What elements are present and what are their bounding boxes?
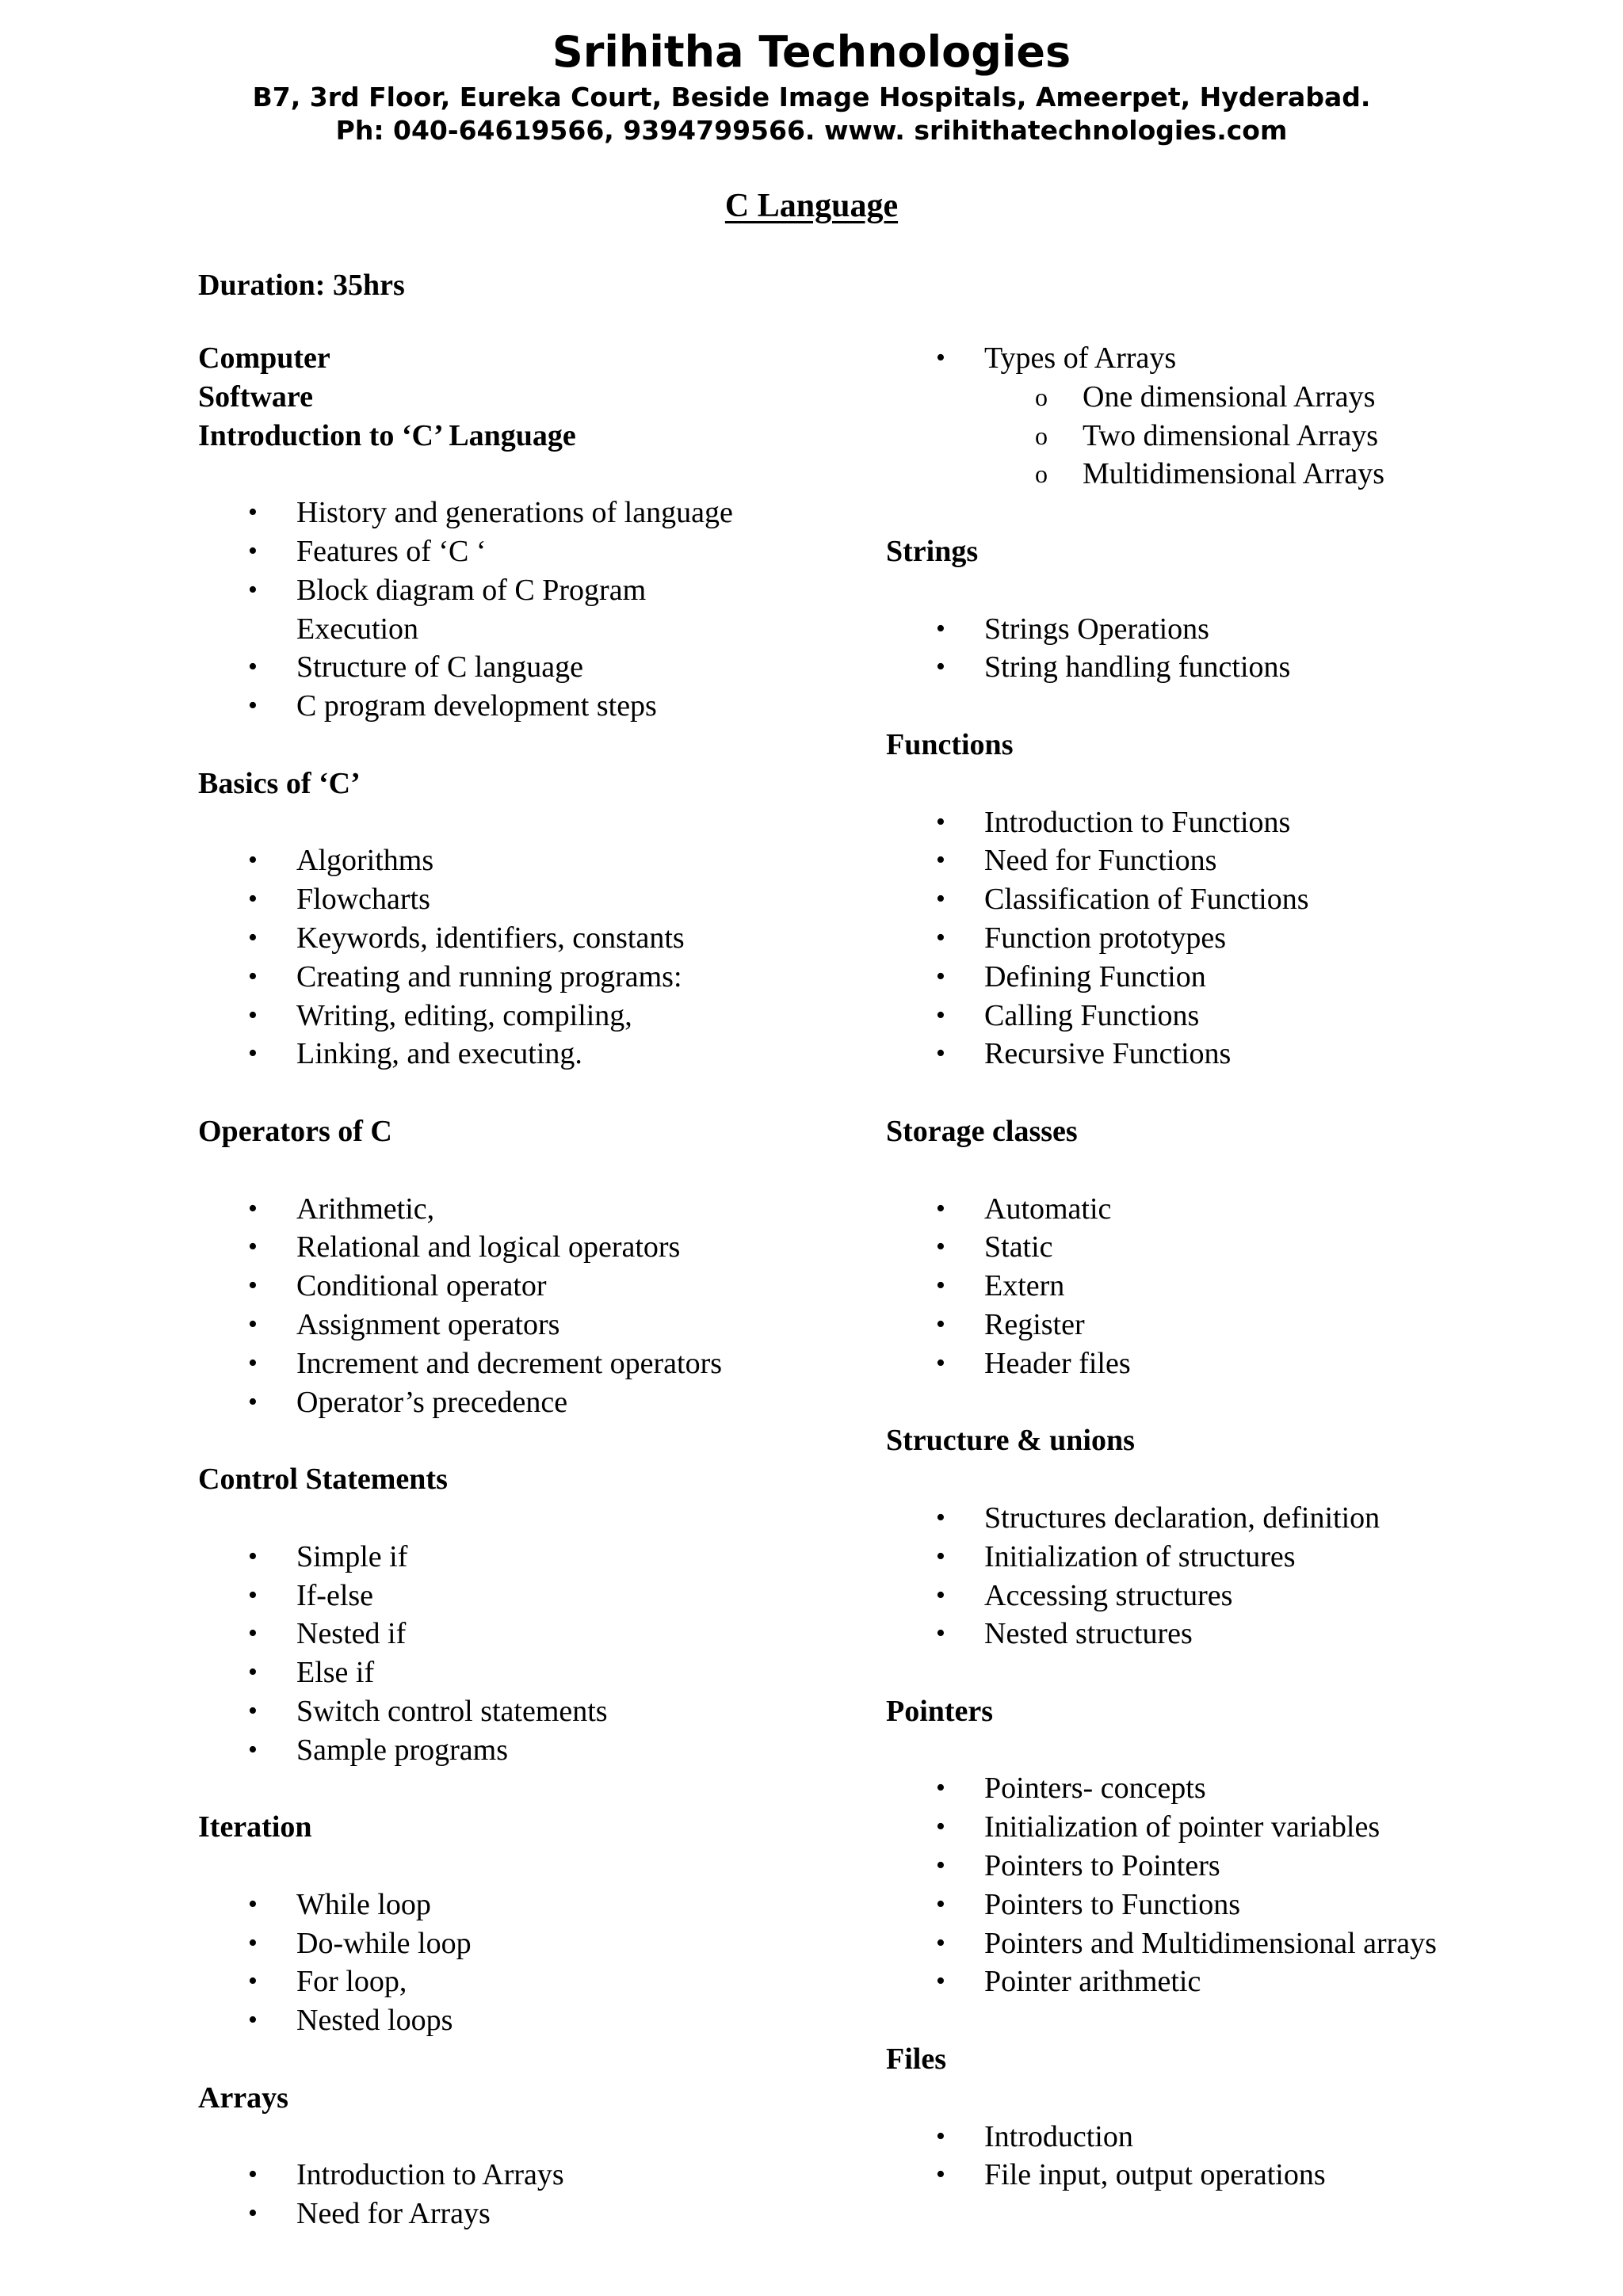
section-heading-pointers: Pointers xyxy=(886,1694,994,1728)
section-heading-computer: Computer xyxy=(198,341,330,375)
section-heading-software: Software xyxy=(198,379,313,414)
list-item: • Need for Functions xyxy=(886,841,1583,880)
list-item: • Block diagram of C Program Execution xyxy=(198,571,856,649)
list-item: • Types of Arrays xyxy=(886,339,1583,378)
operators-topic-list xyxy=(198,1190,856,1422)
section-heading-structures: Structure & unions xyxy=(886,1424,1135,1458)
list-item: • File input, output operations xyxy=(886,2156,1583,2195)
section-heading-basics: Basics of ‘C’ xyxy=(198,766,361,800)
list-item: • Pointer arithmetic xyxy=(886,1962,1583,2001)
section-heading-iteration: Iteration xyxy=(198,1810,312,1844)
list-item: • While loop xyxy=(198,1886,856,1924)
section-heading-introduction: Introduction to ‘C’ Language xyxy=(198,418,576,452)
list-item: • Pointers to Pointers xyxy=(886,1847,1583,1886)
list-item: • Initialization of pointer variables xyxy=(886,1808,1583,1847)
list-item: • Assignment operators xyxy=(198,1306,856,1344)
list-item: • C program development steps xyxy=(198,687,856,726)
list-item: • Structures declaration, definition xyxy=(886,1499,1583,1538)
control-statements-topic-list xyxy=(198,1538,856,1770)
list-item: • Accessing structures xyxy=(886,1577,1583,1615)
list-item: • Initialization of structures xyxy=(886,1538,1583,1577)
list-item: • Recursive Functions xyxy=(886,1035,1583,1074)
list-item: • Calling Functions xyxy=(886,997,1583,1035)
list-item: • Linking, and executing. xyxy=(198,1035,856,1074)
list-item: • Pointers and Multidimensional arrays xyxy=(886,1924,1583,1963)
sublist-item: o Multidimensional Arrays xyxy=(886,455,1583,494)
list-item: • Pointers to Functions xyxy=(886,1886,1583,1924)
list-item: • Creating and running programs: xyxy=(198,958,856,997)
sublist-item: o Two dimensional Arrays xyxy=(886,417,1583,456)
iteration-topic-list xyxy=(198,1886,856,2040)
list-item: • Static xyxy=(886,1228,1583,1267)
list-item: • Pointers- concepts xyxy=(886,1769,1583,1808)
list-item: • Need for Arrays xyxy=(198,2195,856,2233)
sublist-item: o One dimensional Arrays xyxy=(886,378,1583,417)
list-item: • Algorithms xyxy=(198,841,856,880)
list-item: • Do-while loop xyxy=(198,1924,856,1963)
section-heading-functions: Functions xyxy=(886,727,1014,761)
list-item: • Structure of C language xyxy=(198,648,856,687)
storage-classes-topic-list xyxy=(886,1190,1583,1383)
section-heading-arrays: Arrays xyxy=(198,2081,288,2115)
left-column xyxy=(198,339,856,2233)
files-topic-list xyxy=(886,2118,1583,2195)
intro-heading-group xyxy=(198,339,856,455)
list-item: • Classification of Functions xyxy=(886,880,1583,919)
list-item: • Nested structures xyxy=(886,1615,1583,1653)
organization-contact: Ph: 040-64619566, 9394799566. www. srihithatechnologies.com xyxy=(335,115,1288,146)
right-column xyxy=(886,339,1583,2195)
list-item: • Header files xyxy=(886,1344,1583,1383)
list-item: • History and generations of language xyxy=(198,494,856,532)
list-item: • Extern xyxy=(886,1267,1583,1306)
structures-topic-list xyxy=(886,1499,1583,1653)
list-item: • Arithmetic, xyxy=(198,1190,856,1229)
section-heading-storage-classes: Storage classes xyxy=(886,1114,1078,1148)
list-item: • Writing, editing, compiling, xyxy=(198,997,856,1035)
list-item: • Automatic xyxy=(886,1190,1583,1229)
list-item: • Features of ‘C ‘ xyxy=(198,532,856,571)
list-item: • Keywords, identifiers, constants xyxy=(198,919,856,958)
section-heading-control-statements: Control Statements xyxy=(198,1463,448,1497)
basics-topic-list xyxy=(198,841,856,1074)
list-item: • If-else xyxy=(198,1577,856,1615)
section-heading-files: Files xyxy=(886,2042,946,2077)
course-title xyxy=(0,184,1623,228)
list-item: • Relational and logical operators xyxy=(198,1228,856,1267)
list-item: • For loop, xyxy=(198,1962,856,2001)
list-item: • Introduction to Functions xyxy=(886,803,1583,842)
arrays-topic-list xyxy=(198,2156,856,2233)
list-item: • Nested loops xyxy=(198,2001,856,2040)
list-item: • Defining Function xyxy=(886,958,1583,997)
list-item: • Else if xyxy=(198,1653,856,1692)
list-item: • Simple if xyxy=(198,1538,856,1577)
introduction-topic-list xyxy=(198,494,856,726)
list-item: • Sample programs xyxy=(198,1731,856,1770)
list-item: • Increment and decrement operators xyxy=(198,1344,856,1383)
list-item: • Introduction to Arrays xyxy=(198,2156,856,2195)
list-item: • Strings Operations xyxy=(886,610,1583,649)
section-heading-strings: Strings xyxy=(886,534,979,568)
list-item: • Operator’s precedence xyxy=(198,1383,856,1422)
array-types-sublist xyxy=(886,378,1583,494)
list-item: • Register xyxy=(886,1306,1583,1344)
list-item: • Function prototypes xyxy=(886,919,1583,958)
functions-topic-list xyxy=(886,803,1583,1074)
list-item: • String handling functions xyxy=(886,648,1583,687)
list-item: • Conditional operator xyxy=(198,1267,856,1306)
organization-address: B7, 3rd Floor, Eureka Court, Beside Image Hospitals, Ameerpet, Hyderabad. xyxy=(252,82,1371,113)
list-item: • Introduction xyxy=(886,2118,1583,2157)
array-types-list xyxy=(886,339,1583,378)
list-item: • Switch control statements xyxy=(198,1692,856,1731)
list-item: • Nested if xyxy=(198,1615,856,1653)
list-item: • Flowcharts xyxy=(198,880,856,919)
section-heading-operators: Operators of C xyxy=(198,1114,392,1148)
organization-name: Srihitha Technologies xyxy=(552,27,1071,77)
strings-topic-list xyxy=(886,610,1583,688)
course-duration: Duration: 35hrs xyxy=(198,269,405,302)
pointers-topic-list xyxy=(886,1769,1583,2001)
course-title-text: C Language xyxy=(724,188,899,224)
